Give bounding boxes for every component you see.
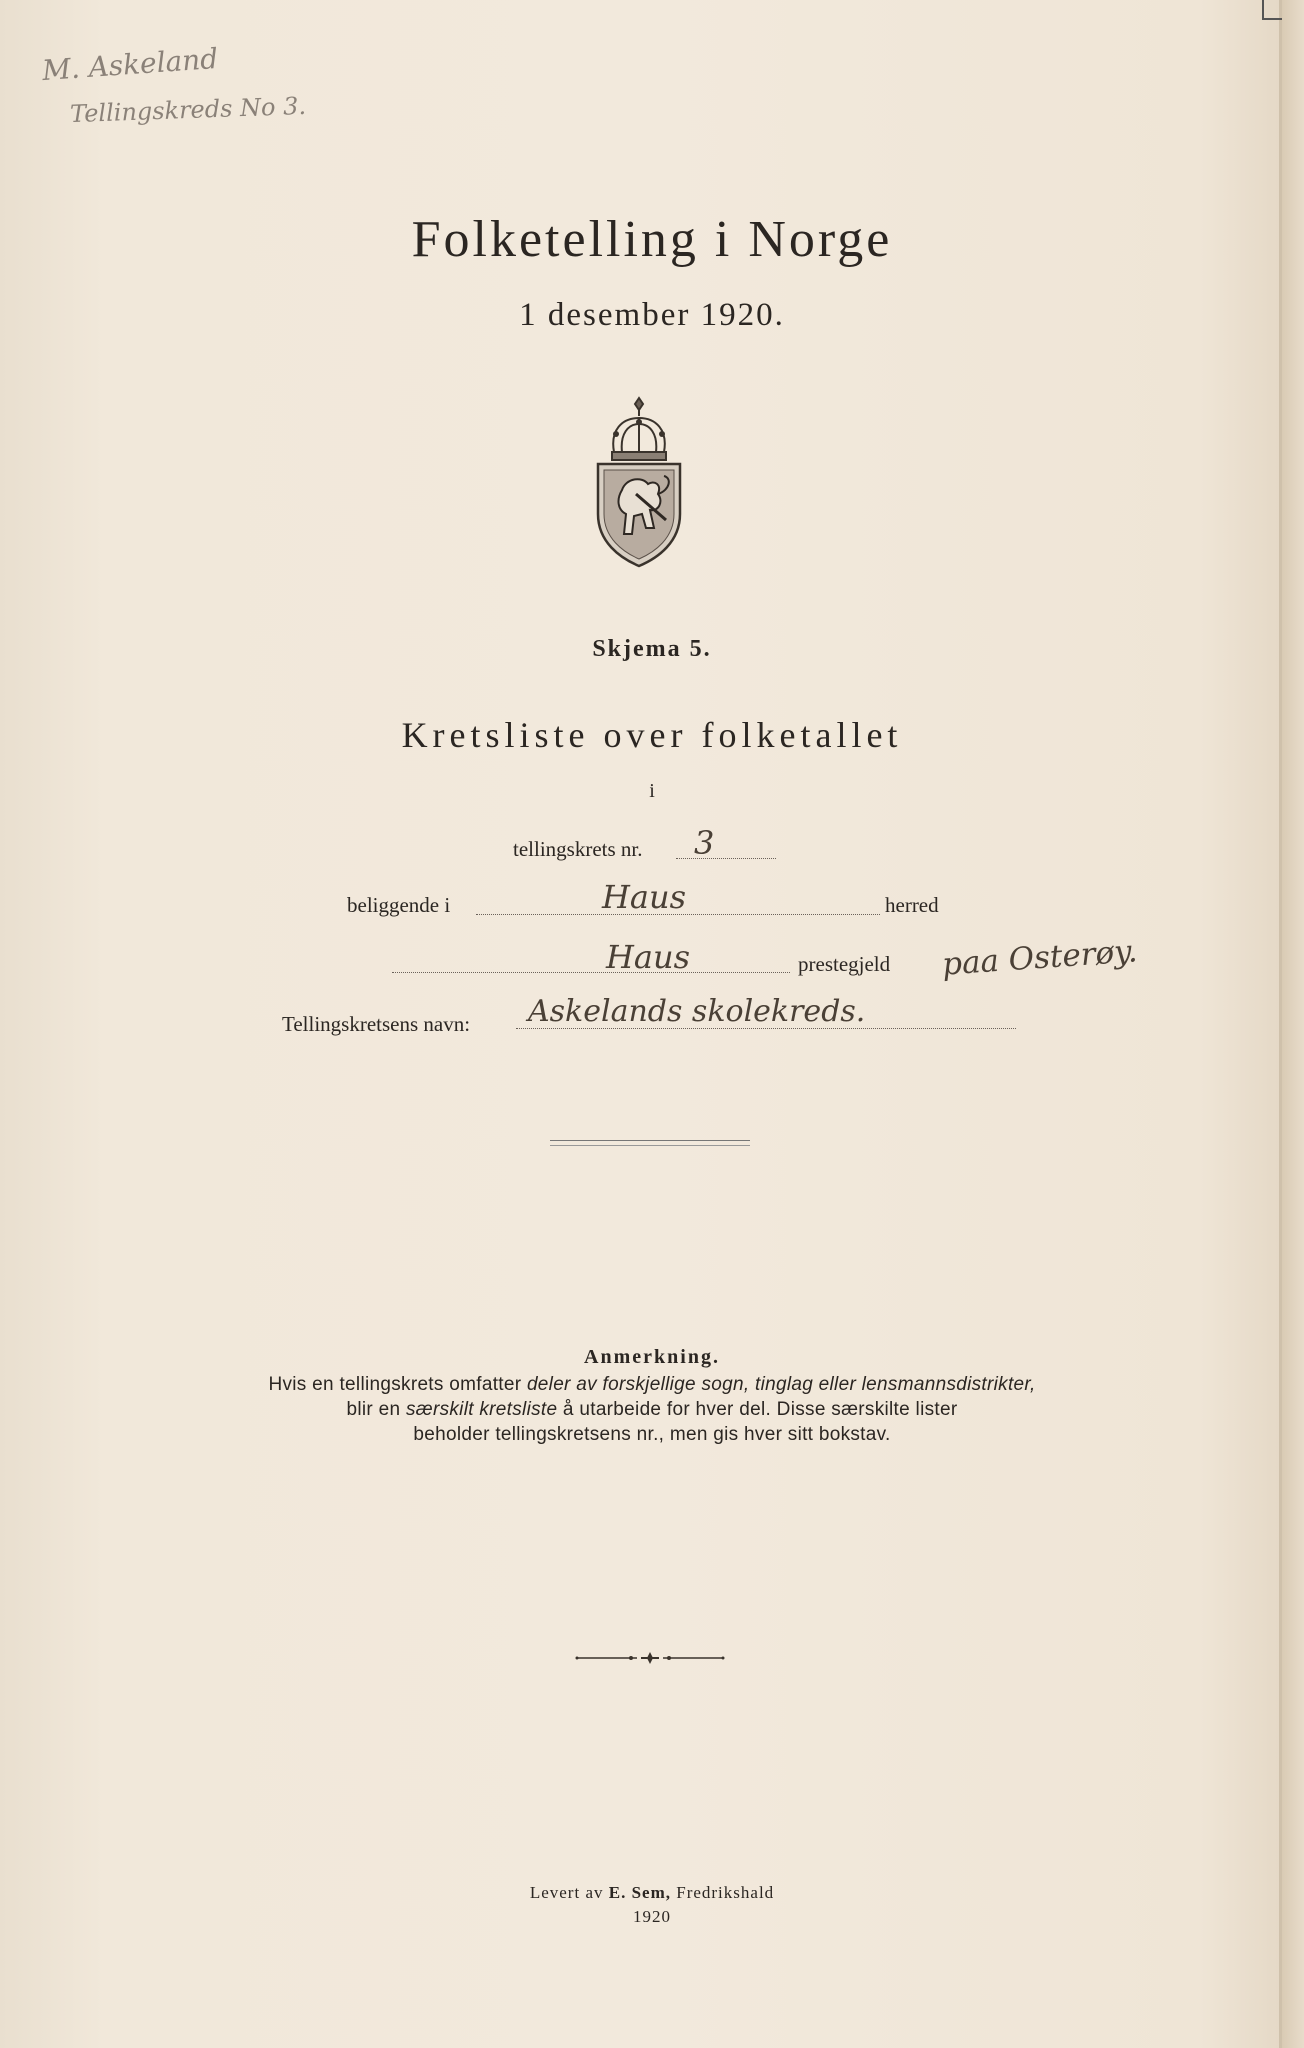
note-line-1 (0, 1374, 1304, 1396)
note-line-1-italic: deler av forskjellige sogn, tinglag eller lensmannsdistrikter, (526, 1374, 1036, 1395)
note-line-2-text-a: blir en (346, 1399, 406, 1420)
district-number-line (676, 858, 776, 859)
note-line-2-italic: særskilt kretsliste (405, 1399, 558, 1420)
printer-credit (0, 1883, 1304, 1903)
form-heading: Kretsliste over folketallet (401, 715, 903, 755)
prestegjeld-line (392, 972, 790, 973)
note-title: Anmerkning. (584, 1346, 720, 1368)
printer-name: E. Sem, (608, 1883, 671, 1902)
prestegjeld-note: paa Osterøy. (940, 933, 1139, 983)
note-line-1-text: Hvis en tellingskrets omfatter (268, 1374, 527, 1395)
norwegian-coat-of-arms-icon (592, 394, 686, 568)
connector-word: i (649, 780, 655, 802)
note-line-2 (0, 1399, 1304, 1421)
divider-rule (550, 1140, 750, 1146)
census-date: 1 desember 1920. (519, 297, 785, 333)
district-number-label: tellingskrets nr. (513, 837, 643, 861)
herred-value: Haus (602, 878, 687, 916)
district-number-value: 3 (694, 824, 715, 862)
printer-place: Fredrikshald (670, 1883, 775, 1902)
page-title: Folketelling i Norge (411, 211, 893, 268)
prestegjeld-value: Haus (606, 938, 691, 976)
district-name-value: Askelands skolekreds. (528, 994, 866, 1029)
herred-suffix-label: herred (885, 893, 939, 917)
corner-mark (1262, 0, 1282, 20)
prestegjeld-label: prestegjeld (798, 952, 891, 976)
pencil-note-district: Tellingskreds No 3. (69, 91, 307, 129)
herred-prefix-label: beliggende i (347, 893, 451, 917)
note-line-3: beholder tellingskretsens nr., men gis hver sitt bokstav. (413, 1424, 891, 1445)
pencil-note-name: M. Askeland (41, 41, 220, 88)
note-line-2-text-b: å utarbeide for hver del. Disse særskilte lister (557, 1399, 958, 1420)
print-year: 1920 (633, 1907, 671, 1926)
district-name-label: Tellingskretsens navn: (282, 1012, 471, 1036)
schema-label: Skjema 5. (592, 636, 712, 662)
ornament-divider-icon (575, 1652, 725, 1664)
printer-prefix: Levert av (529, 1883, 609, 1902)
